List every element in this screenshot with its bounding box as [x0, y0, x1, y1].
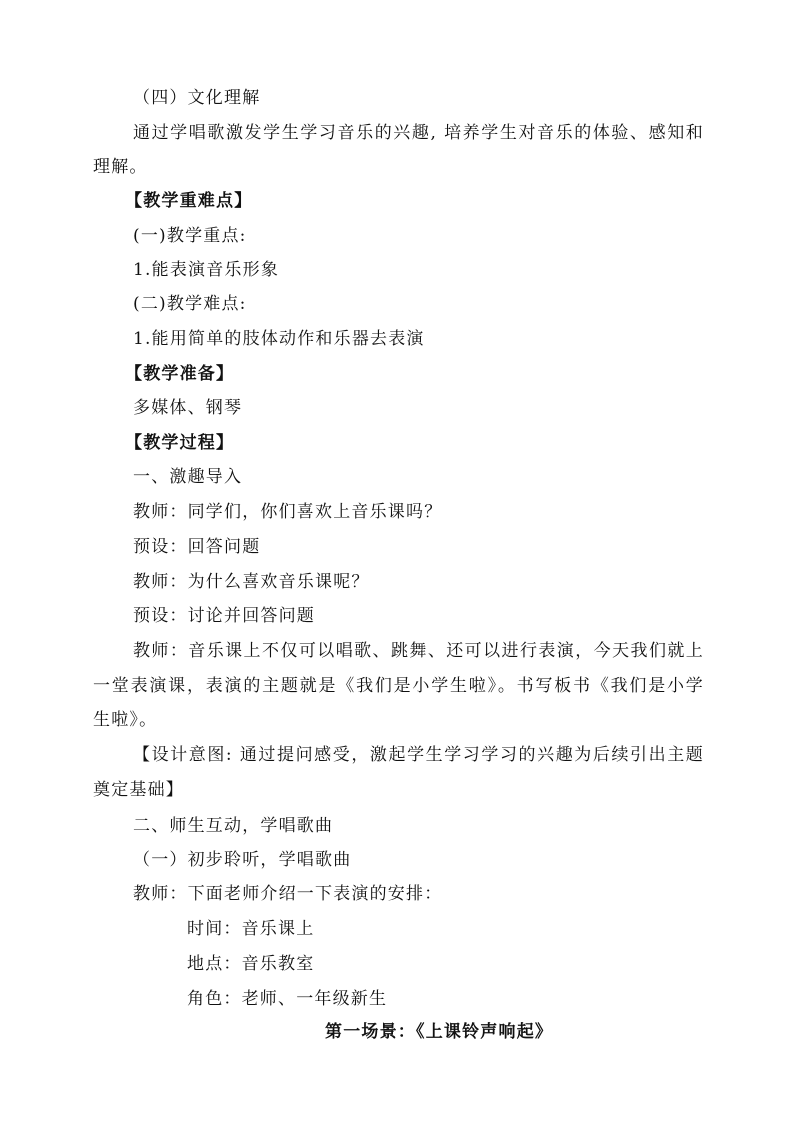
preparation-section-title: 【教学准备】: [125, 364, 235, 384]
step2-subheading-1: （一）初步聆听，学唱歌曲: [133, 850, 352, 870]
key-point-item-1: 1.能表演音乐形象: [133, 260, 280, 280]
arrangement-place: 地点：音乐教室: [187, 954, 315, 974]
step1-heading: 一、激趣导入: [133, 467, 243, 487]
preparation-text: 多媒体、钢琴: [133, 398, 243, 418]
teacher-intro-line-1: 教师：音乐课上不仅可以唱歌、跳舞、还可以进行表演，今天我们就上: [133, 641, 704, 661]
design-intent-line-2: 奠定基础】: [93, 780, 184, 800]
key-difficulty-section-title: 【教学重难点】: [125, 191, 253, 211]
teacher-intro-line-3: 生啦》。: [93, 710, 158, 730]
teacher-question-2: 教师：为什么喜欢音乐课呢？: [133, 572, 370, 592]
design-intent-line-1: 【设计意图: 通过提问感受，激起学生学习学习的兴趣为后续引出主题: [133, 745, 704, 765]
teacher-intro-line-2: 一堂表演课，表演的主题就是《我们是小学生啦》。书写板书《我们是小学: [93, 676, 704, 696]
difficult-point-item-1: 1.能用简单的肢体动作和乐器去表演: [133, 329, 425, 349]
preset-answer-2: 预设：讨论并回答问题: [133, 606, 315, 626]
teacher-question-1: 教师：同学们，你们喜欢上音乐课吗？: [133, 502, 443, 522]
culture-understanding-text-line-2: 理解。: [93, 157, 148, 177]
arrangement-time: 时间：音乐课上: [187, 919, 315, 939]
key-points-heading: (一)教学重点:: [133, 226, 247, 246]
step2-heading: 二、师生互动，学唱歌曲: [133, 816, 334, 836]
difficult-points-heading: (二)教学难点:: [133, 294, 247, 314]
preset-answer-1: 预设：回答问题: [133, 537, 261, 557]
culture-understanding-heading: （四）文化理解: [133, 88, 261, 108]
process-section-title: 【教学过程】: [125, 433, 235, 453]
culture-understanding-text-line-1: 通过学唱歌激发学生学习音乐的兴趣, 培养学生对音乐的体验、感知和: [133, 123, 704, 143]
teacher-arrangement: 教师：下面老师介绍一下表演的安排：: [133, 884, 443, 904]
arrangement-roles: 角色：老师、一年级新生: [187, 989, 388, 1009]
scene-1-title: 第一场景：《上课铃声响起》: [325, 1022, 554, 1042]
